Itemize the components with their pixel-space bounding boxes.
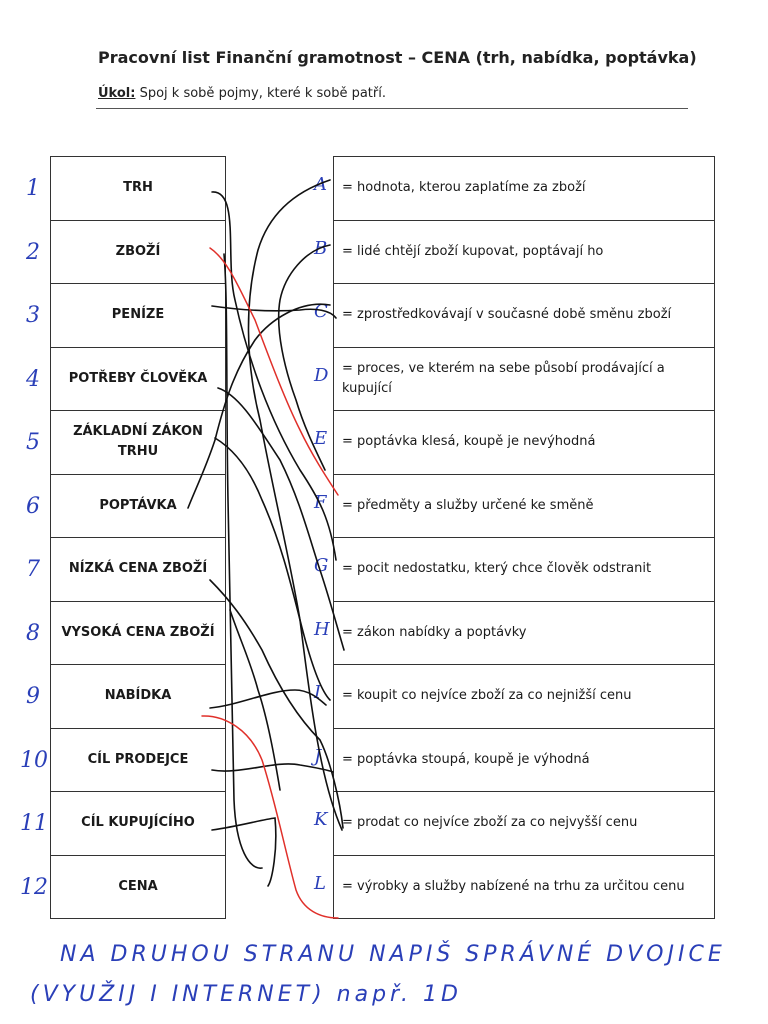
handwritten-letter: J <box>314 745 322 767</box>
definition-cell: = poptávka stoupá, koupě je výhodná <box>334 729 714 793</box>
handwritten-number: 7 <box>26 557 40 582</box>
definition-cell: = výrobky a služby nabízené na trhu za určitou cenu <box>334 856 714 920</box>
connection-line <box>210 690 326 708</box>
connection-line <box>248 180 342 830</box>
connection-line <box>215 438 330 700</box>
definition-cell: = lidé chtějí zboží kupovat, poptávají ho <box>334 221 714 285</box>
handwritten-letter: L <box>314 872 326 894</box>
handwritten-number: 4 <box>26 366 40 392</box>
term-cell: CENA <box>51 856 225 920</box>
handwritten-letter: I <box>314 682 322 703</box>
handwritten-number: 3 <box>26 303 40 328</box>
definition-cell: = prodat co nejvíce zboží za co nejvyšší cenu <box>334 792 714 856</box>
connection-line <box>212 764 333 772</box>
definition-cell: = zákon nabídky a poptávky <box>334 602 714 666</box>
handwritten-number: 1 <box>26 176 40 201</box>
term-cell: VYSOKÁ CENA ZBOŽÍ <box>51 602 225 666</box>
definition-cell: = proces, ve kterém na sebe působí prodávající a kupující <box>334 348 714 412</box>
handwritten-number: 8 <box>26 620 40 646</box>
handwritten-number: 2 <box>26 239 40 265</box>
handwritten-number: 5 <box>26 430 40 455</box>
term-cell: NABÍDKA <box>51 665 225 729</box>
handwritten-number: 12 <box>20 874 48 900</box>
term-cell: TRH <box>51 157 225 221</box>
term-cell: POPTÁVKA <box>51 475 225 539</box>
handwritten-letter: E <box>314 428 328 449</box>
handwritten-number: 11 <box>20 811 48 836</box>
handwritten-footer-line-1: NA DRUHOU STRANU NAPIŠ SPRÁVNÉ DVOJICE <box>60 942 726 967</box>
term-cell: PENÍZE <box>51 284 225 348</box>
handwritten-footer-line-2: (VYUŽIJ I INTERNET) např. 1D <box>30 982 462 1007</box>
definition-cell: = zprostředkovávají v současné době směnu zboží <box>334 284 714 348</box>
worksheet-title: Pracovní list Finanční gramotnost – CENA (trh, nabídka, poptávka) <box>98 48 697 67</box>
handwritten-letter: H <box>314 618 330 640</box>
term-cell: ZÁKLADNÍ ZÁKON TRHU <box>51 411 225 475</box>
definition-cell: = pocit nedostatku, který chce člověk odstranit <box>334 538 714 602</box>
connection-line <box>212 192 336 560</box>
term-cell: CÍL KUPUJÍCÍHO <box>51 792 225 856</box>
handwritten-letter: C <box>314 301 328 322</box>
handwritten-letter: D <box>314 364 329 386</box>
connection-line <box>224 254 262 868</box>
handwritten-letter: A <box>314 174 327 195</box>
definition-cell: = předměty a služby určené ke směně <box>334 475 714 539</box>
handwritten-number: 9 <box>26 684 40 709</box>
handwritten-number: 10 <box>20 747 48 773</box>
task-label: Úkol: <box>98 86 136 101</box>
definition-cell: = koupit co nejvíce zboží za co nejnižší cenu <box>334 665 714 729</box>
term-cell: POTŘEBY ČLOVĚKA <box>51 348 225 412</box>
handwritten-letter: K <box>314 809 328 830</box>
connection-line <box>279 245 330 470</box>
definition-cell: = poptávka klesá, koupě je nevýhodná <box>334 411 714 475</box>
handwritten-letter: F <box>314 491 327 513</box>
connection-line <box>188 304 330 508</box>
handwritten-number: 6 <box>26 493 40 519</box>
task-text: Spoj k sobě pojmy, které k sobě patří. <box>139 86 386 101</box>
handwritten-letter: G <box>314 555 329 576</box>
term-cell: CÍL PRODEJCE <box>51 729 225 793</box>
definition-cell: = hodnota, kterou zaplatíme za zboží <box>334 157 714 221</box>
handwritten-letter: B <box>314 237 328 259</box>
connection-line <box>212 306 336 318</box>
term-cell: ZBOŽÍ <box>51 221 225 285</box>
term-cell: NÍZKÁ CENA ZBOŽÍ <box>51 538 225 602</box>
